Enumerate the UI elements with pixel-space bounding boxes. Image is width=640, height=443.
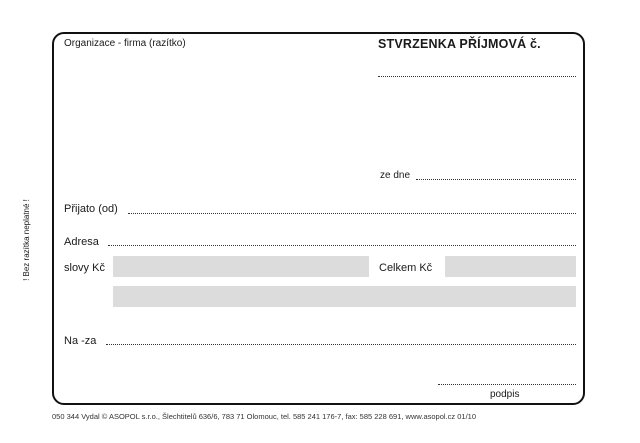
organization-label: Organizace - firma (razítko) — [64, 38, 186, 49]
amount-words-continuation-field[interactable] — [113, 286, 576, 307]
received-from-label: Přijato (od) — [64, 203, 118, 215]
stamp-required-note: ! Bez razítka neplatné ! — [22, 199, 31, 281]
page-title: STVRZENKA PŘÍJMOVÁ č. — [378, 37, 541, 51]
total-label: Celkem Kč — [379, 262, 433, 274]
received-from-field[interactable] — [128, 213, 576, 214]
address-label: Adresa — [64, 236, 99, 248]
receipt-form — [52, 32, 585, 405]
purpose-field[interactable] — [106, 344, 576, 345]
publisher-footer: 050 344 Vydal © ASOPOL s.r.o., Šlechtitelů 636/6, 783 71 Olomouc, tel. 585 241 176-7, fax: 585 228 691, www.asopol.cz 01/10 — [52, 412, 476, 421]
date-label: ze dne — [380, 170, 411, 181]
total-amount-field[interactable] — [445, 256, 576, 277]
amount-words-label: slovy Kč — [64, 262, 105, 274]
signature-field[interactable] — [438, 384, 576, 385]
address-field[interactable] — [108, 245, 576, 246]
receipt-number-field[interactable] — [378, 76, 576, 77]
date-field[interactable] — [416, 179, 576, 180]
purpose-label: Na -za — [64, 335, 97, 347]
amount-words-field[interactable] — [113, 256, 369, 277]
signature-label: podpis — [490, 389, 520, 400]
